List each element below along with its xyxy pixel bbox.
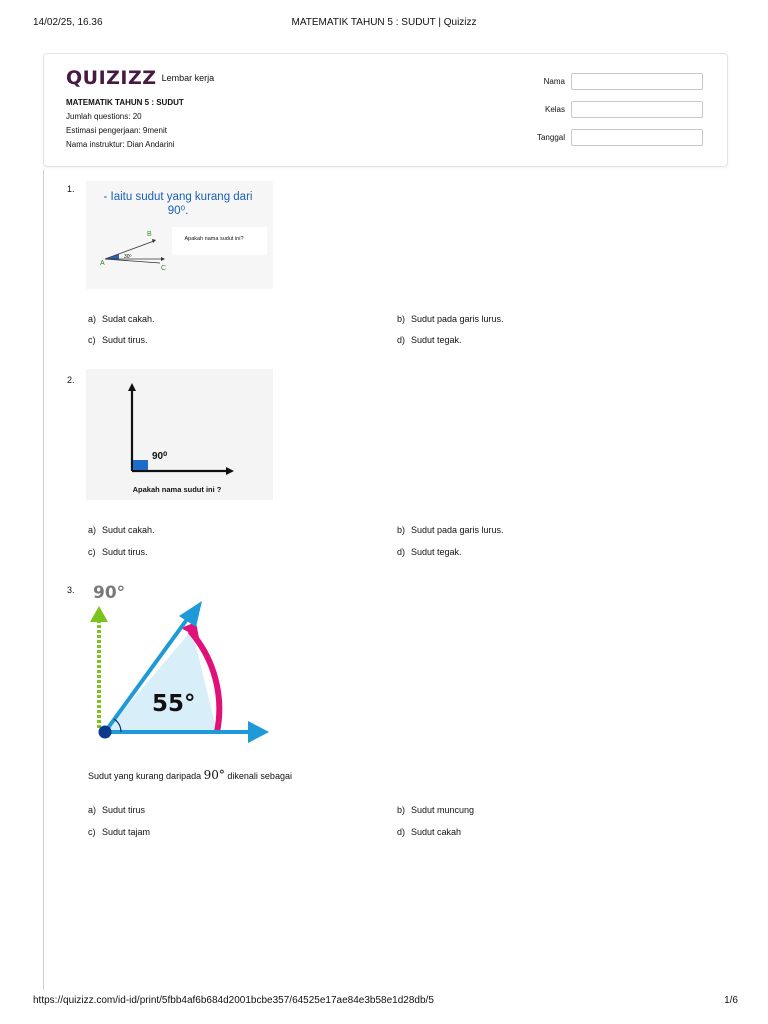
option-c[interactable]: c) Sudut tirus. xyxy=(88,335,148,345)
class-label: Kelas xyxy=(544,105,565,114)
print-header xyxy=(0,17,768,31)
print-footer xyxy=(0,995,768,1009)
option-d[interactable]: d) Sudut tegak. xyxy=(397,335,462,345)
option-b[interactable]: b) Sudut pada garis lurus. xyxy=(397,314,504,324)
worksheet-header-card xyxy=(43,53,728,167)
quiz-title: MATEMATIK TAHUN 5 : SUDUT xyxy=(66,98,184,107)
right-angle-diagram xyxy=(86,369,273,500)
page-number: 1/6 xyxy=(724,995,738,1006)
name-field[interactable] xyxy=(571,73,703,90)
option-a[interactable]: a) Sudut tirus xyxy=(88,805,146,815)
point-a-label: A xyxy=(100,260,105,267)
date-label: Tanggal xyxy=(536,133,565,142)
question-3-image xyxy=(86,578,276,748)
question-1-image xyxy=(86,181,273,289)
worksheet-subtitle: Lembar kerja xyxy=(161,73,215,83)
question-number: 1. xyxy=(67,184,75,194)
date-field[interactable] xyxy=(571,129,703,146)
option-b[interactable]: b) Sudut pada garis lurus. xyxy=(397,525,504,535)
image-question-text: Apakah nama sudut ini? xyxy=(184,236,244,242)
point-c-label: C xyxy=(161,265,167,272)
brand xyxy=(66,68,214,88)
angle-90-label: 90⁰ xyxy=(152,451,168,462)
point-b-label: B xyxy=(147,231,152,238)
angle-30-label: 30⁰ xyxy=(124,254,132,260)
option-c[interactable]: c) Sudut tajam xyxy=(88,827,151,837)
option-d[interactable]: d) Sudut cakah xyxy=(397,827,462,837)
option-c[interactable]: c) Sudut tirus. xyxy=(88,547,148,557)
question-2-image xyxy=(86,369,273,500)
question-number: 2. xyxy=(67,375,75,385)
quizizz-logo: QUIZIZZ xyxy=(66,67,157,89)
stem-degree: 90° xyxy=(203,768,225,782)
time-estimate: Estimasi pengerjaan: 9menit xyxy=(66,126,167,135)
instructor-name: Nama instruktur: Dian Andarini xyxy=(66,140,175,149)
print-datetime: 14/02/25, 16.36 xyxy=(33,17,103,28)
image-question-text: Apakah nama sudut ini ? xyxy=(132,485,222,494)
image-heading-line1: - Iaitu sudut yang kurang dari xyxy=(103,191,253,203)
question-number: 3. xyxy=(67,585,75,595)
top-90-label: 90° xyxy=(93,583,126,603)
print-title: MATEMATIK TAHUN 5 : SUDUT | Quizizz xyxy=(291,17,477,28)
image-heading-line2: 90⁰. xyxy=(167,205,189,217)
name-label: Nama xyxy=(543,77,565,86)
acute-angle-diagram xyxy=(86,181,273,289)
angle-55-diagram xyxy=(86,578,276,748)
inner-55-label: 55° xyxy=(152,691,196,717)
questions-count: Jumlah questions: 20 xyxy=(66,112,142,121)
class-field[interactable] xyxy=(571,101,703,118)
option-b[interactable]: b) Sudut muncung xyxy=(397,805,475,815)
option-a[interactable]: a) Sudut cakah. xyxy=(88,525,155,535)
option-d[interactable]: d) Sudut tegak. xyxy=(397,547,462,557)
left-margin-rule xyxy=(43,170,44,990)
print-url: https://quizizz.com/id-id/print/5fbb4af6b684d2001bcbe357/64525e17ae84e3b58e1d28db/5 xyxy=(33,995,434,1006)
question-3-stem: Sudut yang kurang daripada 90° dikenali sebagai xyxy=(88,768,292,782)
option-a[interactable]: a) Sudat cakah. xyxy=(88,314,155,324)
